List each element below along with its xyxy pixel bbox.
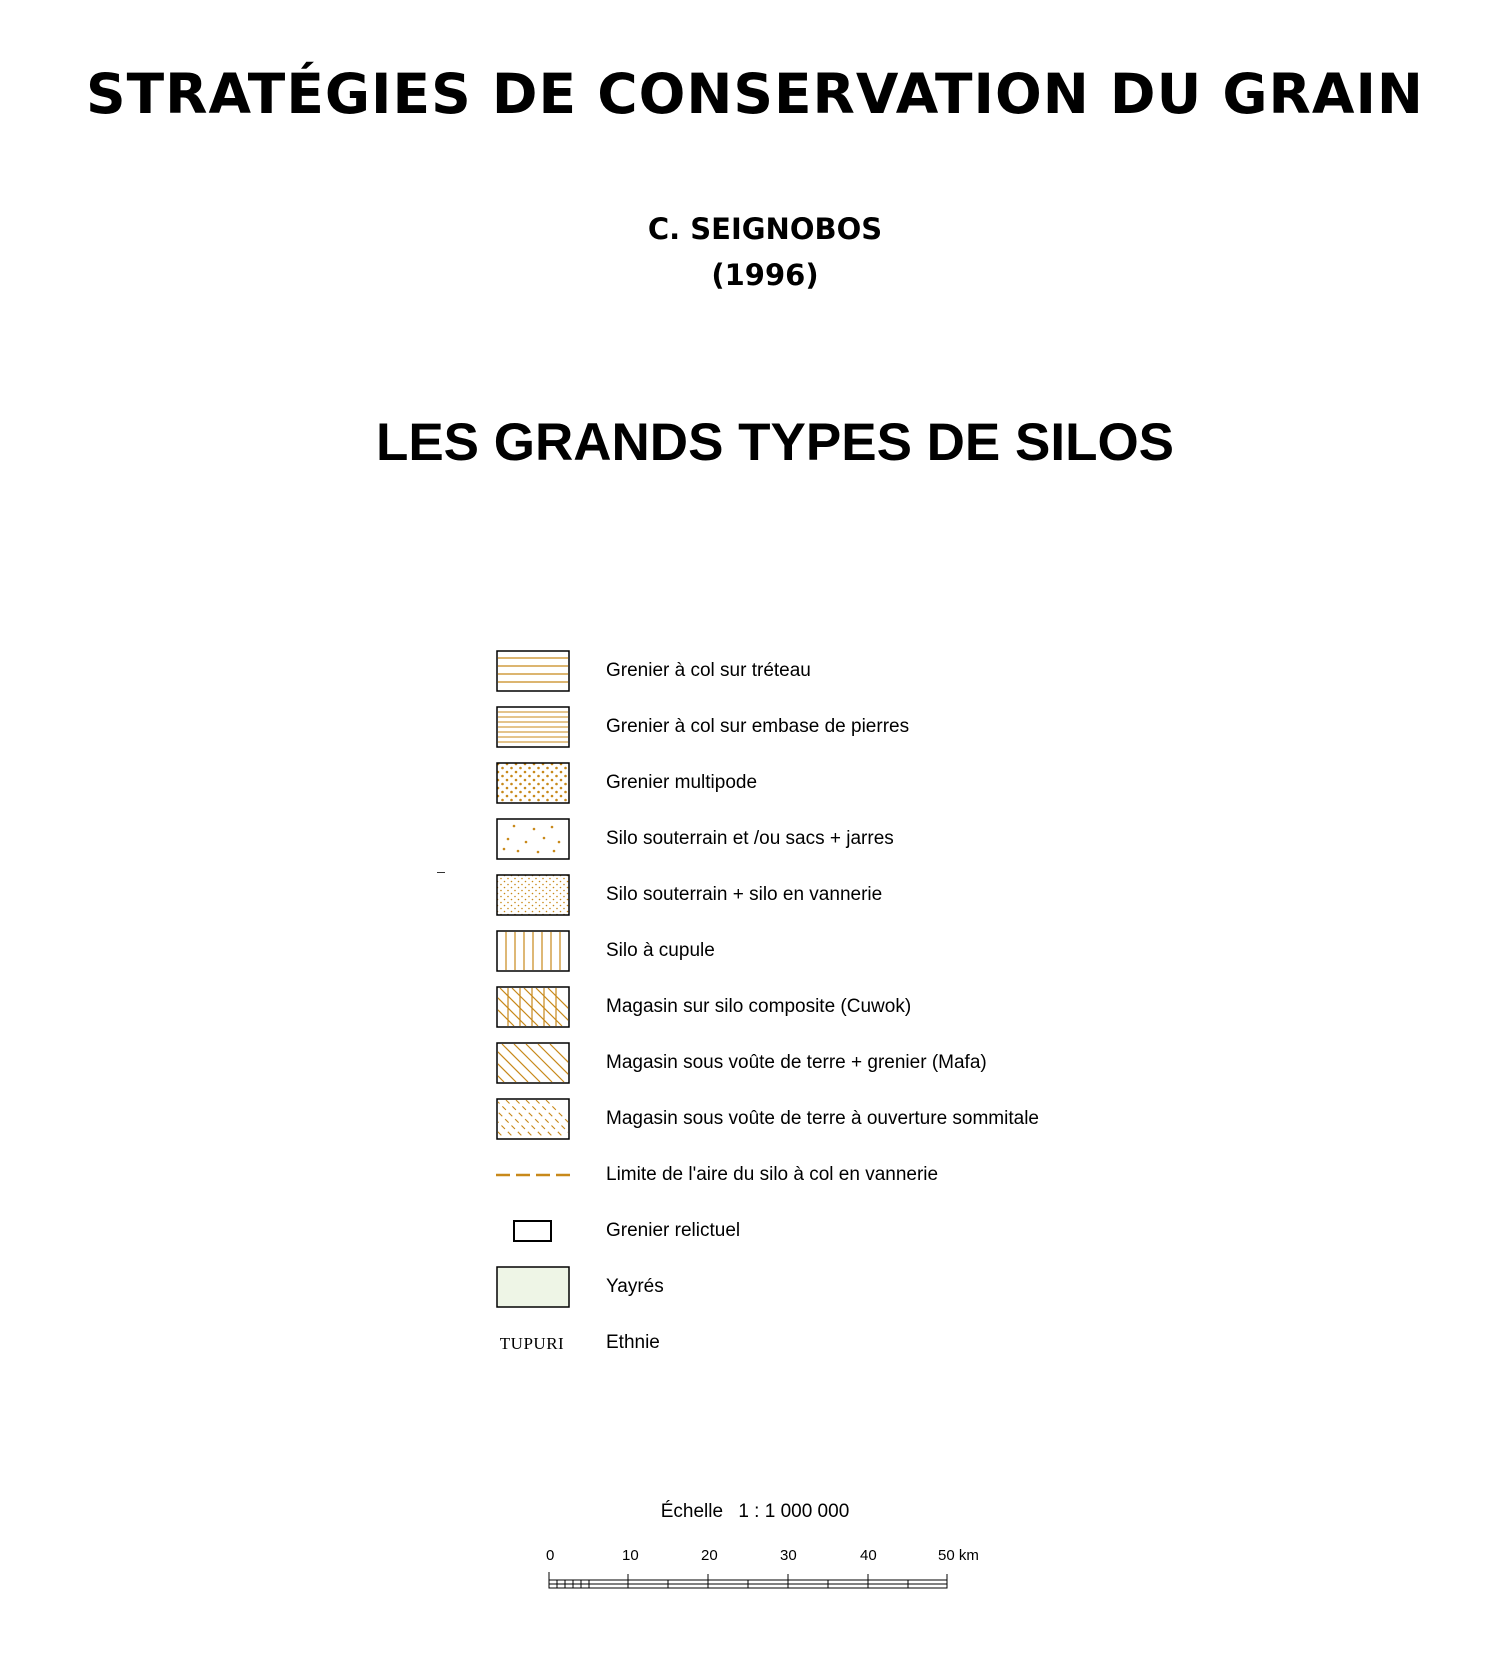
scale-tick-label: 20 (701, 1547, 718, 1564)
legend-label: Magasin sur silo composite (Cuwok) (606, 996, 912, 1017)
scale-label: Échelle (660, 1501, 724, 1522)
legend-item-limite-vannerie (496, 1154, 1116, 1198)
legend-label: Limite de l'aire du silo à col en vannerie (606, 1164, 939, 1185)
scale-tick-label: 50 km (938, 1547, 979, 1564)
legend-swatch-horizontal-lines-dense (496, 706, 570, 748)
scale-tick-label: 10 (622, 1547, 639, 1564)
ethnie-sample-text: TUPURI (499, 1334, 565, 1353)
scale-tick-label: 0 (546, 1547, 555, 1564)
scale-bar (548, 1568, 953, 1590)
legend-label: Silo à cupule (606, 940, 715, 961)
legend-swatch-small-box (496, 1210, 570, 1252)
legend-label: Silo souterrain + silo en vannerie (606, 884, 883, 905)
map-subtitle: LES GRANDS TYPES DE SILOS (375, 413, 1175, 472)
legend-item-ethnie (496, 1322, 1116, 1366)
legend-swatch-green-fill (496, 1266, 570, 1308)
legend-item-magasin-composite (496, 986, 1116, 1030)
legend-swatch-vertical-and-diagonal (496, 986, 570, 1028)
legend-item-silo-souterrain-sacs (496, 818, 1116, 862)
legend-item-grenier-treteau (496, 650, 1116, 694)
legend-swatch-dots-dense (496, 762, 570, 804)
legend-swatch-vertical-lines (496, 930, 570, 972)
legend-item-grenier-embase (496, 706, 1116, 750)
legend-item-silo-cupule (496, 930, 1116, 974)
scale-tick-label: 40 (860, 1547, 877, 1564)
legend-label: Ethnie (606, 1332, 660, 1353)
legend-label: Grenier à col sur embase de pierres (606, 716, 910, 737)
legend-item-grenier-relictuel (496, 1210, 1116, 1254)
legend-label: Grenier à col sur tréteau (606, 660, 811, 681)
scale-ratio: 1 : 1 000 000 (738, 1501, 850, 1522)
legend-item-silo-vannerie (496, 874, 1116, 918)
legend-label: Magasin sous voûte de terre à ouverture sommitale (606, 1108, 1039, 1129)
legend-swatch-dashed-line (496, 1154, 570, 1196)
legend-swatch-dots-fine (496, 874, 570, 916)
legend-swatch-diagonal-lines (496, 1042, 570, 1084)
author-year: (1996) (711, 258, 819, 292)
legend-item-magasin-mafa (496, 1042, 1116, 1086)
map-title: STRATÉGIES DE CONSERVATION DU GRAIN (86, 62, 1424, 126)
legend-label: Grenier relictuel (606, 1220, 741, 1241)
stray-dash-mark (437, 872, 445, 873)
scale-tick-label: 30 (780, 1547, 797, 1564)
legend-label: Yayrés (606, 1276, 664, 1297)
legend-item-grenier-multipode (496, 762, 1116, 806)
legend-swatch-horizontal-lines (496, 650, 570, 692)
legend-label: Grenier multipode (606, 772, 758, 793)
legend-swatch-dots-sparse (496, 818, 570, 860)
author-name: C. SEIGNOBOS (647, 212, 883, 246)
scale-caption (0, 1501, 1510, 1523)
legend-item-yayres (496, 1266, 1116, 1310)
legend-label: Magasin sous voûte de terre + grenier (Mafa) (606, 1052, 987, 1073)
legend-label: Silo souterrain et /ou sacs + jarres (606, 828, 894, 849)
legend-swatch-diagonal-dashes (496, 1098, 570, 1140)
legend-item-magasin-sommitale (496, 1098, 1116, 1142)
